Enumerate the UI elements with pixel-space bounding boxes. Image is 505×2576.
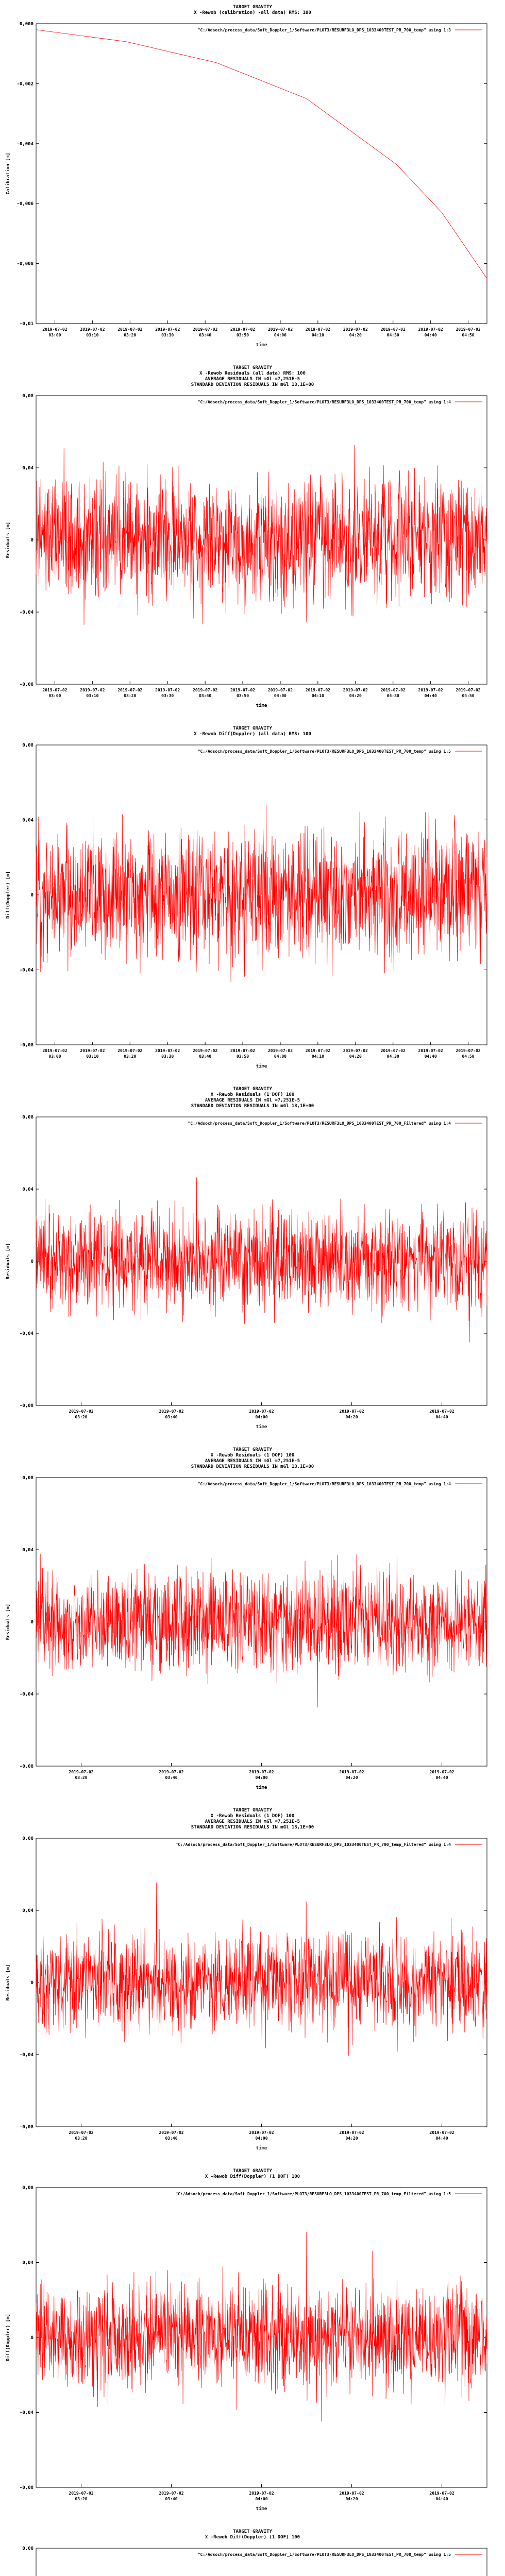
y-tick-label: -0,004 xyxy=(16,141,33,147)
x-tick-label-time: 04:20 xyxy=(345,1415,358,1419)
y-tick-label: -0,002 xyxy=(16,81,33,87)
y-tick-label: 0,04 xyxy=(22,466,33,471)
x-tick-label-date: 2019-07-02 xyxy=(69,1770,94,1774)
chart-svg xyxy=(0,1082,505,1443)
x-tick-label-date: 2019-07-02 xyxy=(159,2491,184,2496)
x-axis-label: time xyxy=(256,343,267,348)
x-tick-label-date: 2019-07-02 xyxy=(456,688,481,692)
x-tick-label-date: 2019-07-02 xyxy=(380,327,406,332)
y-tick-label: 0,08 xyxy=(22,743,33,748)
y-tick-label: 0,04 xyxy=(22,1187,33,1192)
x-tick-label-time: 04:40 xyxy=(424,1054,437,1059)
y-tick-label: 0 xyxy=(30,2335,33,2341)
x-tick-label-time: 04:30 xyxy=(386,1054,399,1059)
chart-svg xyxy=(0,2164,505,2524)
chart-title-line: TARGET GRAVITY xyxy=(233,1808,272,1813)
y-tick-label: -0,04 xyxy=(19,2410,33,2416)
x-tick-label-time: 03:50 xyxy=(236,333,249,337)
x-tick-label-date: 2019-07-02 xyxy=(42,327,68,332)
x-tick-label-date: 2019-07-02 xyxy=(230,688,256,692)
chart-title-line: STANDARD DEVIATION RESIDUALS IN mGl 13,1E+00 xyxy=(191,1104,314,1109)
y-axis-label: Residuals [m] xyxy=(6,1603,11,1640)
y-axis-label: Residuals [m] xyxy=(6,1243,11,1280)
x-tick-label-date: 2019-07-02 xyxy=(343,1048,368,1053)
x-tick-label-date: 2019-07-02 xyxy=(249,1409,274,1414)
chart-title-line: X -Rewob (calibration) -all data) RMS: 100 xyxy=(194,10,311,15)
y-tick-label: -0,08 xyxy=(19,1764,33,1769)
x-tick-label-time: 03:20 xyxy=(75,1775,88,1780)
x-tick-label-date: 2019-07-02 xyxy=(155,688,180,692)
x-tick-label-date: 2019-07-02 xyxy=(249,2491,274,2496)
x-tick-label-time: 03:40 xyxy=(199,693,212,698)
x-tick-label-time: 04:50 xyxy=(462,1054,475,1059)
x-tick-label-time: 04:50 xyxy=(462,693,475,698)
y-tick-label: -0,008 xyxy=(16,261,33,267)
x-tick-label-date: 2019-07-02 xyxy=(305,1048,330,1053)
x-tick-label-time: 03:00 xyxy=(48,1054,61,1059)
x-tick-label-time: 03:20 xyxy=(75,2497,88,2501)
chart-panel xyxy=(0,1803,505,2164)
x-tick-label-date: 2019-07-02 xyxy=(69,2130,94,2135)
x-tick-label-date: 2019-07-02 xyxy=(267,327,293,332)
x-axis-label: time xyxy=(256,2146,267,2151)
y-tick-label: -0,01 xyxy=(19,321,33,327)
x-tick-label-date: 2019-07-02 xyxy=(418,1048,443,1053)
y-tick-label: 0,08 xyxy=(22,2185,33,2191)
x-tick-label-date: 2019-07-02 xyxy=(42,1048,68,1053)
y-axis-label: Residuals [m] xyxy=(6,1964,11,2001)
legend-label: "C:/Adsoch/process_data/Soft_Doppler_1/Software/PLOT3/RESURF3LO_DPS_1033400TEST_PR_700_temp_Filtered" using 1:5 xyxy=(175,2192,451,2196)
x-tick-label-date: 2019-07-02 xyxy=(193,327,218,332)
y-axis-label: Diff(Doppler) [m] xyxy=(6,871,11,919)
y-tick-label: 0 xyxy=(30,1980,33,1986)
x-tick-label-time: 03:20 xyxy=(75,2136,88,2141)
series-line xyxy=(36,2232,487,2421)
x-tick-label-time: 03:20 xyxy=(124,333,137,337)
x-tick-label-time: 04:10 xyxy=(311,333,324,337)
x-tick-label-time: 04:30 xyxy=(386,333,399,337)
x-tick-label-time: 03:10 xyxy=(86,1054,99,1059)
x-axis-label: time xyxy=(256,1425,267,1430)
chart-title-line: AVERAGE RESIDUALS IN mGl =7,251E-5 xyxy=(205,1459,300,1464)
x-tick-label-time: 04:00 xyxy=(255,2497,268,2501)
x-tick-label-time: 03:30 xyxy=(161,333,174,337)
x-tick-label-time: 03:30 xyxy=(161,1054,174,1059)
x-tick-label-time: 04:00 xyxy=(255,1415,268,1419)
y-tick-label: -0,08 xyxy=(19,682,33,687)
legend-label: "C:/Adsoch/process_data/Soft_Doppler_1/Software/PLOT3/RESURF3LO_DPS_1033400TEST_PR_700_Filtered" using 1:4 xyxy=(188,1121,451,1126)
x-tick-label-date: 2019-07-02 xyxy=(117,1048,143,1053)
series-line xyxy=(36,1883,487,2056)
x-tick-label-date: 2019-07-02 xyxy=(456,1048,481,1053)
x-tick-label-date: 2019-07-02 xyxy=(230,1048,256,1053)
x-tick-label-time: 04:40 xyxy=(424,693,437,698)
chart-title-line: X -Rewob Residuals (1 DOF) 100 xyxy=(210,1092,295,1097)
x-tick-label-date: 2019-07-02 xyxy=(343,688,368,692)
chart-svg xyxy=(0,361,505,721)
chart-title-line: STANDARD DEVIATION RESIDUALS IN mGl 13,1E+00 xyxy=(191,1464,314,1469)
chart-svg xyxy=(0,1803,505,2164)
x-tick-label-time: 04:20 xyxy=(349,693,362,698)
y-tick-label: 0,04 xyxy=(22,1908,33,1913)
chart-panel xyxy=(0,361,505,721)
x-tick-label-date: 2019-07-02 xyxy=(80,688,105,692)
chart-svg xyxy=(0,1443,505,1803)
x-tick-label-time: 03:40 xyxy=(165,1775,178,1780)
chart-panel xyxy=(0,1082,505,1443)
x-axis-label: time xyxy=(256,1064,267,1069)
y-tick-label: 0,04 xyxy=(22,818,33,823)
chart-title-line: STANDARD DEVIATION RESIDUALS IN mGl 13,1E+00 xyxy=(191,382,314,387)
x-tick-label-time: 03:40 xyxy=(199,1054,212,1059)
x-tick-label-date: 2019-07-02 xyxy=(267,1048,293,1053)
x-tick-label-time: 04:40 xyxy=(435,2136,448,2141)
x-tick-label-date: 2019-07-02 xyxy=(230,327,256,332)
chart-title-line: X -Rewob Diff(Doppler) (all data) RMS: 100 xyxy=(194,732,311,737)
legend-label: "C:/Adsoch/process_data/Soft_Doppler_1/Software/PLOT3/RESURF3LO_DPS_1033400TEST_PR_700_temp" using 1:4 xyxy=(197,400,451,404)
plot-frame xyxy=(36,24,487,324)
x-tick-label-date: 2019-07-02 xyxy=(159,1770,184,1774)
chart-title-line: STANDARD DEVIATION RESIDUALS IN mGl 13,1E+00 xyxy=(191,1825,314,1830)
y-tick-label: 0,08 xyxy=(22,394,33,399)
x-tick-label-time: 04:40 xyxy=(435,1415,448,1419)
chart-title-line: X -Rewob Residuals (all data) RMS: 100 xyxy=(199,371,306,376)
y-tick-label: 0,08 xyxy=(22,1836,33,1841)
x-tick-label-time: 04:10 xyxy=(311,1054,324,1059)
x-tick-label-time: 04:00 xyxy=(255,2136,268,2141)
chart-panel xyxy=(0,2164,505,2524)
x-axis-label: time xyxy=(256,2506,267,2512)
legend-label: "C:/Adsoch/process_data/Soft_Doppler_1/Software/PLOT3/RESURF3LO_DPS_1033400TEST_PR_700_temp" using 1:5 xyxy=(197,2552,451,2557)
chart-title-line: TARGET GRAVITY xyxy=(233,726,272,731)
x-tick-label-time: 04:20 xyxy=(345,2136,358,2141)
y-tick-label: -0,04 xyxy=(19,610,33,615)
chart-panel xyxy=(0,1443,505,1803)
y-tick-label: -0,04 xyxy=(19,1692,33,1697)
y-tick-label: -0,08 xyxy=(19,2485,33,2490)
x-tick-label-date: 2019-07-02 xyxy=(456,327,481,332)
x-tick-label-time: 04:40 xyxy=(435,2497,448,2501)
y-axis-label: Residuals [m] xyxy=(6,521,11,558)
x-tick-label-date: 2019-07-02 xyxy=(193,1048,218,1053)
x-tick-label-date: 2019-07-02 xyxy=(339,2491,364,2496)
chart-title-line: TARGET GRAVITY xyxy=(233,2168,272,2174)
series-line xyxy=(36,1554,487,1707)
x-tick-label-date: 2019-07-02 xyxy=(343,327,368,332)
chart-title-line: TARGET GRAVITY xyxy=(233,5,272,10)
x-tick-label-time: 03:40 xyxy=(165,2136,178,2141)
x-tick-label-date: 2019-07-02 xyxy=(429,1409,454,1414)
y-axis-label: Calibration [m] xyxy=(6,152,11,195)
x-tick-label-date: 2019-07-02 xyxy=(380,1048,406,1053)
chart-title-line: TARGET GRAVITY xyxy=(233,2529,272,2534)
x-tick-label-time: 04:00 xyxy=(274,333,287,337)
y-tick-label: -0,04 xyxy=(19,2053,33,2058)
x-tick-label-time: 03:10 xyxy=(86,333,99,337)
y-axis-label: Diff(Doppler) [m] xyxy=(6,2313,11,2362)
legend-label: "C:/Adsoch/process_data/Soft_Doppler_1/Software/PLOT3/RESURF3LO_DPS_1033400TEST_PR_700_temp" using 1:4 xyxy=(197,1482,451,1486)
y-tick-label: 0,04 xyxy=(22,2260,33,2266)
x-tick-label-time: 03:30 xyxy=(161,693,174,698)
x-tick-label-date: 2019-07-02 xyxy=(305,327,330,332)
y-tick-label: 0 xyxy=(30,538,33,543)
x-tick-label-date: 2019-07-02 xyxy=(305,688,330,692)
y-tick-label: -0,006 xyxy=(16,201,33,207)
x-tick-label-date: 2019-07-02 xyxy=(80,1048,105,1053)
x-tick-label-date: 2019-07-02 xyxy=(80,327,105,332)
y-tick-label: -0,04 xyxy=(19,968,33,973)
y-tick-label: 0 xyxy=(30,893,33,898)
series-line xyxy=(36,445,487,625)
y-tick-label: 0,04 xyxy=(22,1548,33,1553)
legend-label: "C:/Adsoch/process_data/Soft_Doppler_1/Software/PLOT3/RESURF3LO_DPS_1033400TEST_PR_700_temp" using 1:3 xyxy=(197,28,451,32)
chart-title-line: X -Rewob Diff(Doppler) (1 DOF) 100 xyxy=(205,2535,300,2540)
x-tick-label-date: 2019-07-02 xyxy=(155,327,180,332)
x-tick-label-date: 2019-07-02 xyxy=(249,1770,274,1774)
chart-title-line: TARGET GRAVITY xyxy=(233,1447,272,1452)
x-tick-label-date: 2019-07-02 xyxy=(418,327,443,332)
x-tick-label-date: 2019-07-02 xyxy=(429,2130,454,2135)
x-tick-label-date: 2019-07-02 xyxy=(418,688,443,692)
y-tick-label: 0,08 xyxy=(22,1115,33,1120)
x-tick-label-time: 04:00 xyxy=(274,1054,287,1059)
x-tick-label-time: 03:00 xyxy=(48,333,61,337)
x-tick-label-time: 03:00 xyxy=(48,693,61,698)
series-line xyxy=(36,30,487,279)
series-line xyxy=(36,1177,487,1342)
y-tick-label: 0,08 xyxy=(22,2546,33,2551)
x-tick-label-date: 2019-07-02 xyxy=(159,2130,184,2135)
series-line xyxy=(36,805,487,982)
y-tick-label: -0,08 xyxy=(19,1043,33,1048)
y-tick-label: -0,08 xyxy=(19,1403,33,1409)
x-tick-label-date: 2019-07-02 xyxy=(193,688,218,692)
x-tick-label-time: 03:10 xyxy=(86,693,99,698)
y-tick-label: 0 xyxy=(30,1259,33,1264)
x-tick-label-time: 04:10 xyxy=(311,693,324,698)
x-tick-label-date: 2019-07-02 xyxy=(42,688,68,692)
chart-title-line: AVERAGE RESIDUALS IN mGl =7,251E-5 xyxy=(205,377,300,382)
x-axis-label: time xyxy=(256,1785,267,1790)
x-tick-label-date: 2019-07-02 xyxy=(380,688,406,692)
legend-label: "C:/Adsoch/process_data/Soft_Doppler_1/Software/PLOT3/RESURF3LO_DPS_1033400TEST_PR_700_temp" using 1:5 xyxy=(197,749,451,754)
chart-title-line: AVERAGE RESIDUALS IN mGl =7,251E-5 xyxy=(205,1819,300,1824)
x-tick-label-date: 2019-07-02 xyxy=(267,688,293,692)
x-tick-label-time: 04:40 xyxy=(424,333,437,337)
x-tick-label-time: 04:20 xyxy=(349,333,362,337)
x-tick-label-time: 03:50 xyxy=(236,1054,249,1059)
x-tick-label-time: 03:50 xyxy=(236,693,249,698)
x-tick-label-date: 2019-07-02 xyxy=(249,2130,274,2135)
y-tick-label: -0,04 xyxy=(19,1331,33,1336)
x-tick-label-date: 2019-07-02 xyxy=(339,2130,364,2135)
chart-title-line: TARGET GRAVITY xyxy=(233,365,272,370)
chart-svg xyxy=(0,2524,505,2576)
chart-panel xyxy=(0,721,505,1082)
x-tick-label-time: 04:30 xyxy=(386,693,399,698)
x-tick-label-time: 04:50 xyxy=(462,333,475,337)
x-tick-label-time: 04:00 xyxy=(274,693,287,698)
x-tick-label-date: 2019-07-02 xyxy=(339,1770,364,1774)
x-tick-label-time: 04:20 xyxy=(345,1775,358,1780)
legend-label: "C:/Adsoch/process_data/Soft_Doppler_1/Software/PLOT3/RESURF3LO_DPS_1033400TEST_PR_700_temp_Filtered" using 1:4 xyxy=(175,1842,451,1847)
y-tick-label: 0,08 xyxy=(22,1476,33,1481)
chart-panel xyxy=(0,2524,505,2576)
x-tick-label-time: 04:20 xyxy=(345,2497,358,2501)
x-tick-label-date: 2019-07-02 xyxy=(117,327,143,332)
y-tick-label: 0 xyxy=(30,1620,33,1625)
x-tick-label-time: 03:20 xyxy=(124,1054,137,1059)
x-tick-label-time: 03:40 xyxy=(165,1415,178,1419)
y-tick-label: -0,08 xyxy=(19,2125,33,2130)
x-tick-label-time: 03:40 xyxy=(165,2497,178,2501)
x-tick-label-date: 2019-07-02 xyxy=(69,2491,94,2496)
x-tick-label-time: 03:40 xyxy=(199,333,212,337)
y-tick-label: 0,000 xyxy=(19,22,33,27)
x-tick-label-date: 2019-07-02 xyxy=(339,1409,364,1414)
x-tick-label-time: 04:20 xyxy=(349,1054,362,1059)
x-tick-label-date: 2019-07-02 xyxy=(429,2491,454,2496)
chart-title-line: TARGET GRAVITY xyxy=(233,1087,272,1092)
x-tick-label-time: 04:40 xyxy=(435,1775,448,1780)
chart-panel xyxy=(0,0,505,361)
chart-title-line: X -Rewob Diff(Doppler) (1 DOF) 100 xyxy=(205,2174,300,2179)
x-axis-label: time xyxy=(256,703,267,708)
chart-title-line: X -Rewob Residuals (1 DOF) 100 xyxy=(210,1453,295,1458)
chart-svg xyxy=(0,721,505,1082)
x-tick-label-date: 2019-07-02 xyxy=(155,1048,180,1053)
chart-title-line: X -Rewob Residuals (1 DOF) 100 xyxy=(210,1814,295,1819)
chart-title-line: AVERAGE RESIDUALS IN mGl =7,251E-5 xyxy=(205,1098,300,1103)
x-tick-label-date: 2019-07-02 xyxy=(69,1409,94,1414)
x-tick-label-time: 03:20 xyxy=(124,693,137,698)
x-tick-label-date: 2019-07-02 xyxy=(429,1770,454,1774)
x-tick-label-time: 04:00 xyxy=(255,1775,268,1780)
chart-svg xyxy=(0,0,505,361)
x-tick-label-time: 03:20 xyxy=(75,1415,88,1419)
x-tick-label-date: 2019-07-02 xyxy=(159,1409,184,1414)
x-tick-label-date: 2019-07-02 xyxy=(117,688,143,692)
